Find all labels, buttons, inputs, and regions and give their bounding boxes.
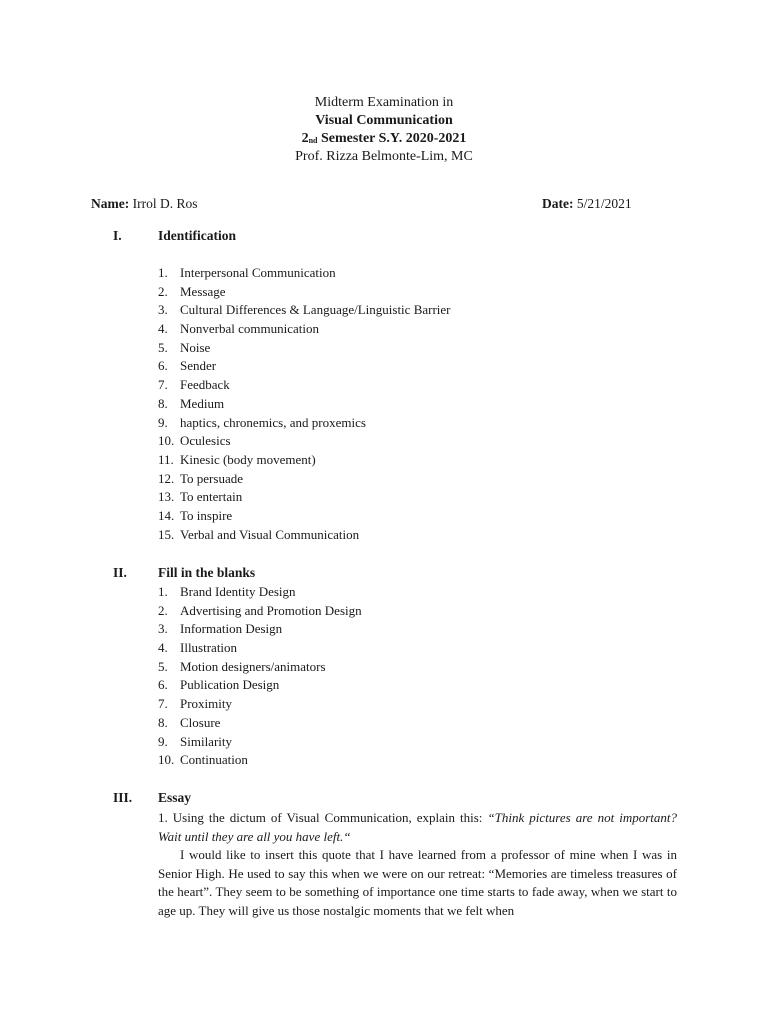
list-item (158, 470, 698, 489)
list-item-number: 5. (158, 658, 168, 674)
list-item-number: 9. (158, 733, 168, 749)
list-item-text: Sender (180, 358, 217, 374)
list-item-number: 8. (158, 714, 168, 730)
student-name-row (91, 196, 197, 212)
list-item (158, 283, 698, 302)
semester-text: Semester S.Y. 2020-2021 (317, 131, 467, 146)
date-value: 5/21/2021 (573, 196, 632, 211)
list-item-number: 12. (158, 470, 175, 486)
list-item-text: Nonverbal communication (180, 321, 319, 337)
list-item-text: Information Design (180, 621, 283, 637)
list-item-text: Publication Design (180, 677, 280, 693)
list-item-text: Feedback (180, 377, 230, 393)
list-item (158, 639, 698, 658)
list-item-text: To entertain (180, 489, 243, 505)
list-item-text: Oculesics (180, 433, 231, 449)
identification-list (158, 264, 698, 544)
list-item-number: 4. (158, 321, 168, 337)
list-item-number: 5. (158, 339, 168, 355)
list-item (158, 488, 698, 507)
list-item-number: 13. (158, 489, 175, 505)
list-item-number: 8. (158, 395, 168, 411)
list-item-number: 11. (158, 451, 174, 467)
exam-title-line: Midterm Examination in (314, 95, 454, 110)
fill-in-blanks-list (158, 583, 698, 770)
list-item-text: Continuation (180, 752, 248, 768)
list-item (158, 676, 698, 695)
list-item-number: 7. (158, 377, 168, 393)
list-item (158, 620, 698, 639)
section-2-title: Fill in the blanks (158, 565, 256, 580)
list-item (158, 714, 698, 733)
list-item-number: 1. (158, 584, 168, 599)
list-item (158, 602, 698, 621)
name-value: Irrol D. Ros (129, 196, 198, 211)
list-item (158, 320, 698, 339)
list-item (158, 695, 698, 714)
list-item-number: 3. (158, 302, 168, 318)
list-item-text: Illustration (180, 640, 238, 656)
list-item-number: 10. (158, 433, 175, 449)
list-item-text: Cultural Differences & Language/Linguistic Barrier (180, 302, 451, 318)
professor-line: Prof. Rizza Belmonte-Lim, MC (295, 149, 473, 164)
list-item-number: 10. (158, 752, 175, 768)
list-item (158, 451, 698, 470)
list-item-text: haptics, chronemics, and proxemics (180, 414, 366, 430)
list-item-text: Proximity (180, 696, 233, 712)
list-item-text: Noise (180, 339, 211, 355)
semester-suffix: nd (308, 136, 318, 145)
date-row (542, 196, 632, 212)
list-item (158, 432, 698, 451)
date-label: Date: (542, 196, 574, 211)
section-1-title: Identification (158, 228, 237, 243)
list-item-text: Verbal and Visual Communication (180, 526, 360, 542)
essay-question-quote: “Think pictures are not important? Wait until they are all you have left.“ (158, 810, 678, 844)
section-1-number: I. (113, 228, 122, 243)
list-item-number: 2. (158, 283, 168, 299)
list-item-text: Closure (180, 714, 221, 730)
list-item-number: 6. (158, 358, 168, 374)
semester-line (0, 130, 768, 148)
section-3-number: III. (113, 790, 133, 805)
list-item (158, 339, 698, 358)
list-item-number: 4. (158, 640, 168, 656)
list-item-text: Motion designers/animators (180, 658, 326, 674)
list-item (158, 751, 698, 770)
list-item-number: 9. (158, 414, 168, 430)
list-item (158, 395, 698, 414)
list-item (158, 376, 698, 395)
list-item-number: 14. (158, 507, 175, 523)
list-item (158, 583, 698, 602)
list-item-number: 2. (158, 602, 168, 618)
name-label: Name: (91, 196, 130, 211)
essay-answer: I would like to insert this quote that I have learned from a professor of mine when I was in Senior High. He used to say this when we were on our retreat: “Memories are timeless treasures of the heart”. They seem to be something of importance one time starts to fade away, when we start to age up. They will give us those nostalgic moments that we felt when (158, 847, 677, 918)
list-item (158, 301, 698, 320)
list-item-number: 7. (158, 696, 168, 712)
section-3-title: Essay (158, 790, 192, 805)
essay-block (158, 809, 677, 921)
list-item-text: To inspire (180, 507, 233, 523)
list-item-number: 6. (158, 677, 168, 693)
list-item (158, 357, 698, 376)
exam-header (0, 94, 768, 166)
list-item-text: Advertising and Promotion Design (180, 602, 362, 618)
essay-question-prefix: 1. Using the dictum of Visual Communication, explain this: (158, 810, 488, 825)
list-item (158, 264, 698, 283)
list-item (158, 507, 698, 526)
list-item-number: 3. (158, 621, 168, 637)
list-item (158, 414, 698, 433)
list-item (158, 658, 698, 677)
list-item-text: Similarity (180, 733, 232, 749)
essay-question (158, 809, 677, 846)
list-item-text: Medium (180, 395, 225, 411)
list-item-text: Message (180, 283, 226, 299)
list-item (158, 733, 698, 752)
list-item-text: To persuade (180, 470, 243, 486)
list-item-text: Interpersonal Communication (180, 265, 336, 280)
list-item-text: Kinesic (body movement) (180, 451, 316, 467)
course-title: Visual Communication (315, 113, 453, 128)
list-item-number: 1. (158, 265, 168, 280)
list-item-number: 15. (158, 526, 175, 542)
semester-number: 2 (301, 131, 309, 146)
list-item (158, 526, 698, 545)
list-item-text: Brand Identity Design (180, 584, 296, 599)
section-2-number: II. (113, 565, 127, 580)
